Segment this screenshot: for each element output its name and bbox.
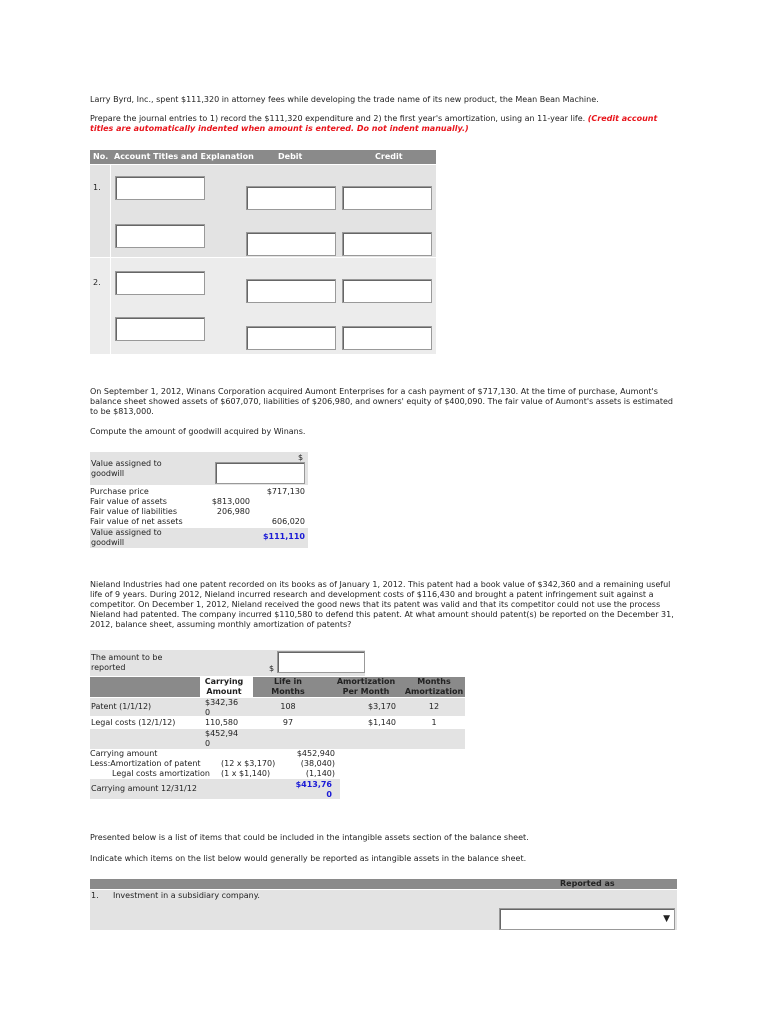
q4-intro: Presented below is a list of items that could be included in the intangible assets section of the balance sheet. xyxy=(90,833,529,842)
patent-row-2-months: 1 xyxy=(431,718,437,727)
patent-header-life: Life in Months xyxy=(271,677,305,696)
patent-row-2-label: Legal costs (12/1/12) xyxy=(91,718,176,727)
goodwill-line: Fair value of net assets 606,020 xyxy=(90,517,305,526)
patent-header-amort: Amortization Per Month xyxy=(336,677,396,696)
entry-1-account-input-1[interactable] xyxy=(115,176,205,200)
q3-intro: Nieland Industries had one patent recorded on its books as of January 1, 2012. This patent had a book value of $342,360 and a remaining useful life of 9 years. During 2012, Nieland incurred research and development costs of $116,430 and brought a patent infringement suit against a competitor. On December 1, 2012, Nieland received the good news that its patent was valid and that its competitor could not use the process Nieland had patented. The company incurred $110,580 to defend this patent. At what amount should patent(s) be reported on the December 31, 2012, balance sheet, assuming monthly amortization of patents? xyxy=(90,580,674,629)
header-account: Account Titles and Explanation xyxy=(114,152,254,161)
patent-dollar-sign: $ xyxy=(269,664,275,673)
patent-amount-input[interactable] xyxy=(277,651,365,673)
patent-row-1-carrying: $342,360 xyxy=(205,698,239,717)
summary-carrying-label: Carrying amount xyxy=(90,749,158,758)
reported-as-header: Reported as xyxy=(560,879,615,888)
entry-1-debit-input-2[interactable] xyxy=(246,232,336,256)
q1-instruction: Prepare the journal entries to 1) record the $111,320 expenditure and 2) the first year's amortization, using an 11-year life. xyxy=(90,114,586,123)
patent-total-carrying: $452,940 xyxy=(205,729,239,748)
q2-intro: On September 1, 2012, Winans Corporation acquired Aumont Enterprises for a cash payment of $717,130. At the time of purchase, Aumont's balance sheet showed assets of $607,070, liabilities of $206,980, and owners' equity of $400,090. The fair value of Aumont's assets is estimated to be $813,000. xyxy=(90,387,673,416)
intangibles-row-1-number: 1. xyxy=(91,891,99,900)
entry-1-credit-input-1[interactable] xyxy=(342,186,432,210)
summary-final-value: $413,760 xyxy=(295,780,332,799)
patent-row-1-amort: $3,170 xyxy=(368,702,396,711)
entry-2-account-input-2[interactable] xyxy=(115,317,205,341)
entry-1-account-input-2[interactable] xyxy=(115,224,205,248)
patent-row-2-carrying: 110,580 xyxy=(205,718,239,727)
patent-amount-label: The amount to be reported xyxy=(91,653,163,672)
summary-legal-calc: (1 x $1,140) xyxy=(221,769,271,778)
reported-as-select[interactable] xyxy=(499,908,675,930)
q4-instruction: Indicate which items on the list below would generally be reported as intangible assets in the balance sheet. xyxy=(90,854,527,863)
q1-intro: Larry Byrd, Inc., spent $111,320 in attorney fees while developing the trade name of its new product, the Mean Bean Machine. xyxy=(90,95,599,104)
patent-header-carrying: Carrying Amount xyxy=(204,677,244,696)
entry-2-credit-input-2[interactable] xyxy=(342,326,432,350)
summary-final-label: Carrying amount 12/31/12 xyxy=(91,784,197,793)
goodwill-label: Value assigned to goodwill xyxy=(91,459,162,478)
entry-1-number: 1. xyxy=(93,183,101,192)
goodwill-line: Fair value of assets $813,000 xyxy=(90,497,250,506)
q1-instruction-block xyxy=(90,114,682,134)
entry-2-credit-input-1[interactable] xyxy=(342,279,432,303)
q1-note: (Credit account titles are automatically indented when amount is entered. Do not indent manually.) xyxy=(90,114,658,133)
summary-less-calc: (12 x $3,170) xyxy=(221,759,276,768)
patent-row-1-life: 108 xyxy=(280,702,296,711)
patent-row-2-life: 97 xyxy=(282,718,294,727)
patent-header-months: Months Amortization xyxy=(404,677,464,696)
entry-2-debit-input-1[interactable] xyxy=(246,279,336,303)
patent-header-blank xyxy=(90,677,200,697)
summary-less-value: (38,040) xyxy=(300,759,335,768)
patent-row-1-months: 12 xyxy=(428,702,440,711)
goodwill-computation xyxy=(90,487,308,527)
summary-legal-value: (1,140) xyxy=(305,769,335,778)
header-credit: Credit xyxy=(375,152,403,161)
intangibles-header xyxy=(90,879,677,889)
goodwill-line: Fair value of liabilities 206,980 xyxy=(90,507,250,516)
goodwill-result-label: Value assigned to goodwill xyxy=(91,528,162,547)
goodwill-result-value: $111,110 xyxy=(262,532,305,541)
entry-1-debit-input-1[interactable] xyxy=(246,186,336,210)
summary-carrying-value: $452,940 xyxy=(296,749,335,758)
q2-instruction: Compute the amount of goodwill acquired by Winans. xyxy=(90,427,306,436)
summary-legal-label: Legal costs amortization xyxy=(112,769,210,778)
entry-1-credit-input-2[interactable] xyxy=(342,232,432,256)
goodwill-result-row xyxy=(90,528,308,548)
goodwill-line: Purchase price $717,130 xyxy=(90,487,305,496)
patent-row-1-label: Patent (1/1/12) xyxy=(91,702,152,711)
chevron-down-icon[interactable]: ▼ xyxy=(663,914,670,924)
summary-final-row xyxy=(90,779,340,799)
header-debit: Debit xyxy=(278,152,303,161)
journal-header xyxy=(90,150,436,164)
entry-2-number: 2. xyxy=(93,278,101,287)
patent-summary xyxy=(90,749,340,779)
entry-2-account-input-1[interactable] xyxy=(115,271,205,295)
summary-less-label: Less:Amortization of patent xyxy=(90,759,201,768)
patent-row-2-amort: $1,140 xyxy=(368,718,396,727)
goodwill-input[interactable] xyxy=(215,462,305,484)
intangibles-row-1-text: Investment in a subsidiary company. xyxy=(113,891,260,900)
patent-total-row xyxy=(90,729,465,749)
goodwill-dollar-sign: $ xyxy=(298,453,304,462)
entry-2-debit-input-2[interactable] xyxy=(246,326,336,350)
header-no: No. xyxy=(93,152,109,161)
